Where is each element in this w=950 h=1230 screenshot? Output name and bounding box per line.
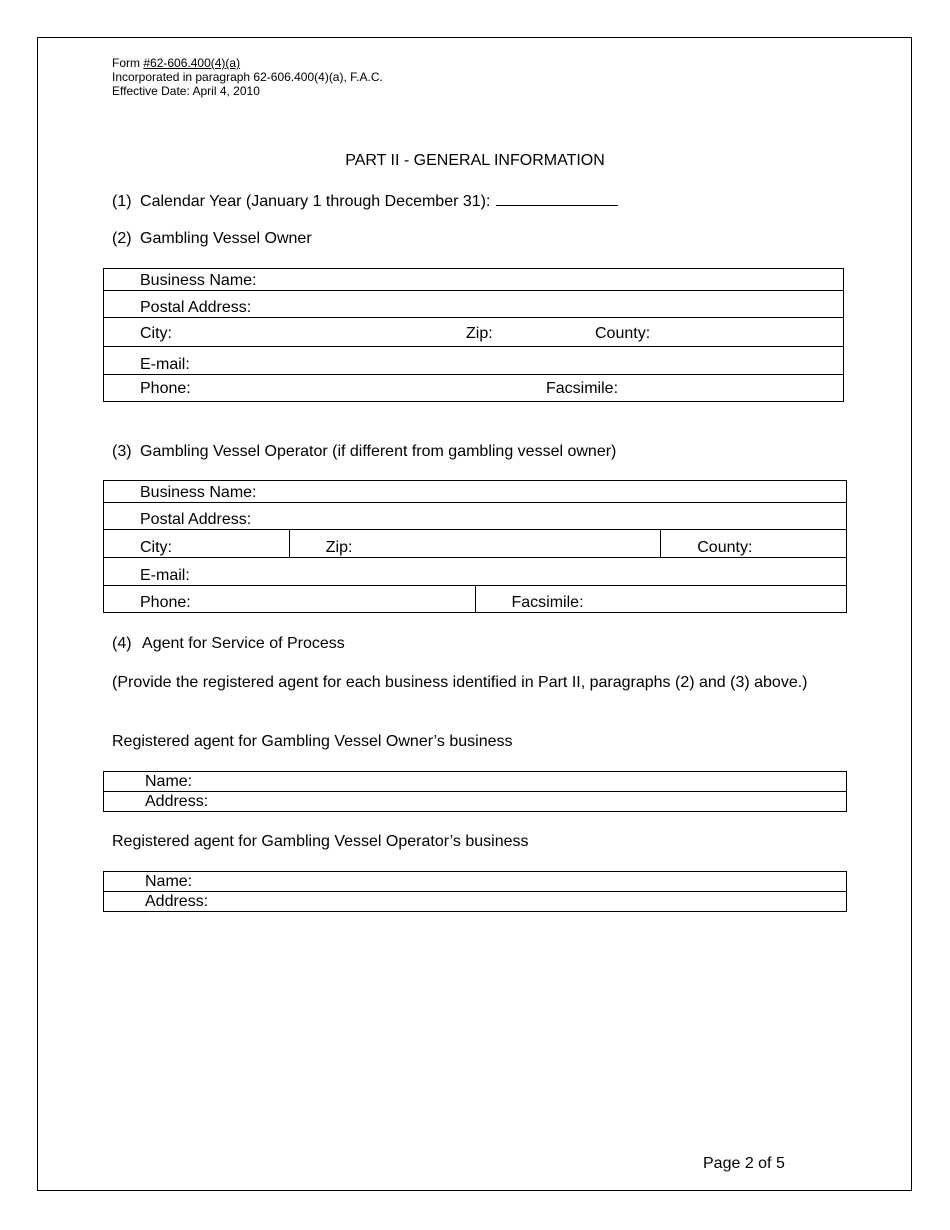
item-vessel-operator: (3) Gambling Vessel Operator (if different from gambling vessel owner): [112, 443, 617, 460]
owner-info-table: [103, 268, 844, 402]
form-number-line: Form #62-606.400(4)(a): [112, 56, 241, 70]
owner-city-label: City:: [140, 325, 172, 342]
owner-zip-label: Zip:: [466, 325, 493, 342]
operator-postal-address-field[interactable]: Postal Address:: [104, 503, 847, 530]
owner-agent-table: [103, 771, 847, 812]
operator-email-field[interactable]: E-mail:: [104, 558, 847, 586]
operator-info-table: [103, 480, 847, 613]
owner-city-zip-county-row[interactable]: [104, 318, 844, 347]
owner-county-label: County:: [595, 325, 651, 342]
page-number: Page 2 of 5: [703, 1155, 785, 1172]
owner-phone-fax-row[interactable]: [104, 375, 844, 402]
item-calendar-year: (1) Calendar Year (January 1 through December 31):: [112, 190, 618, 211]
owner-agent-address-field[interactable]: Address:: [104, 792, 847, 812]
owner-email-field[interactable]: E-mail:: [104, 347, 844, 375]
operator-facsimile-field[interactable]: Facsimile:: [475, 586, 847, 613]
item-vessel-owner: (2) Gambling Vessel Owner: [112, 230, 312, 247]
effective-date: Effective Date: April 4, 2010: [112, 84, 260, 98]
page-title: PART II - GENERAL INFORMATION: [345, 152, 605, 169]
operator-county-field[interactable]: County:: [661, 530, 847, 558]
operator-agent-name-field[interactable]: Name:: [104, 872, 847, 892]
owner-phone-label: Phone:: [140, 380, 191, 397]
operator-phone-field[interactable]: Phone:: [104, 586, 476, 613]
owner-agent-name-field[interactable]: Name:: [104, 772, 847, 792]
owner-business-name-field[interactable]: Business Name:: [104, 269, 844, 291]
form-header: [112, 56, 383, 98]
operator-agent-table: [103, 871, 847, 912]
operator-agent-address-field[interactable]: Address:: [104, 892, 847, 912]
operator-agent-heading: Registered agent for Gambling Vessel Operator’s business: [112, 833, 529, 850]
owner-facsimile-label: Facsimile:: [546, 380, 619, 397]
owner-agent-heading: Registered agent for Gambling Vessel Owner’s business: [112, 733, 513, 750]
calendar-year-field[interactable]: [496, 190, 618, 206]
agent-instructions: (Provide the registered agent for each business identified in Part II, paragraphs (2) and (3) above.): [112, 674, 808, 691]
incorporated-line: Incorporated in paragraph 62-606.400(4)(a), F.A.C.: [112, 70, 383, 84]
operator-zip-field[interactable]: Zip:: [289, 530, 661, 558]
form-number-link[interactable]: #62-606.400(4)(a): [143, 56, 241, 70]
operator-business-name-field[interactable]: Business Name:: [104, 481, 847, 503]
owner-postal-address-field[interactable]: Postal Address:: [104, 291, 844, 318]
item-agent-service: (4) Agent for Service of Process: [112, 635, 345, 652]
operator-city-field[interactable]: City:: [104, 530, 290, 558]
